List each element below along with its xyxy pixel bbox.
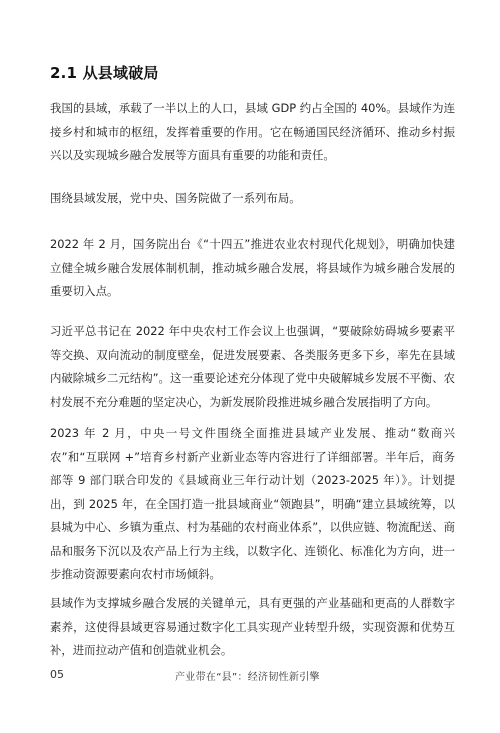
paragraph-central-layout: 围绕县域发展，党中央、国务院做了一系列布局。 (50, 191, 301, 205)
page-number: 05 (50, 668, 64, 681)
section-title: 2.1 从县域破局 (50, 64, 159, 82)
paragraph-2023-document: 2023 年 2 月，中央一号文件围绕全面推进县域产业发展、推动“数商兴农”和“互联网 +”培育乡村新产业新业态等内容进行了详细部署。半年后，商务部等 9 部门联合印发的《县域商业三年行动计划（2023-2025 年）》。计划提出，到 2025 年，在全国打造一批县域商业“领跑县”，明确“建立县域统筹，以县城为中心、乡镇为重点、村为基础的农村商业体系”，以供应链、物流配送、商品和服务下沉以及农产品上行为主线，以数字化、连锁化、标准化为方向，进一步推动资源要素向农村市场倾斜。 (50, 426, 455, 581)
paragraph-county-key-unit: 县域作为支撑城乡融合发展的关键单元，具有更强的产业基础和更高的人群数字素养，这使得县域更容易通过数字化工具实现产业转型升级，实现资源和优势互补，进而拉动产值和创造就业机会。 (50, 596, 455, 657)
footer-title: 产业带在“县”：经济韧性新引擎 (175, 672, 320, 683)
paragraph-xi-speech: 习近平总书记在 2022 年中央农村工作会议上也强调，“要破除妨碍城乡要素平等交换、双向流动的制度壁垒，促进发展要素、各类服务更多下乡，率先在县域内破除城乡二元结构”。这一重要论述充分体现了党中央破解城乡发展不平衡、农村发展不充分难题的坚定决心，为新发展阶段推进城乡融合发展指明了方向。 (50, 324, 455, 409)
paragraph-county-overview: 我国的县域，承载了一半以上的人口，县域 GDP 约占全国的 40%。县域作为连接乡村和城市的枢纽，发挥着重要的作用。它在畅通国民经济循环、推动乡村振兴以及实现城乡融合发展等方面具有重要的功能和责任。 (50, 101, 455, 162)
paragraph-2022-plan: 2022 年 2 月，国务院出台《“十四五”推进农业农村现代化规划》，明确加快建立健全城乡融合发展体制机制，推动城乡融合发展，将县域作为城乡融合发展的重要切入点。 (50, 237, 455, 298)
